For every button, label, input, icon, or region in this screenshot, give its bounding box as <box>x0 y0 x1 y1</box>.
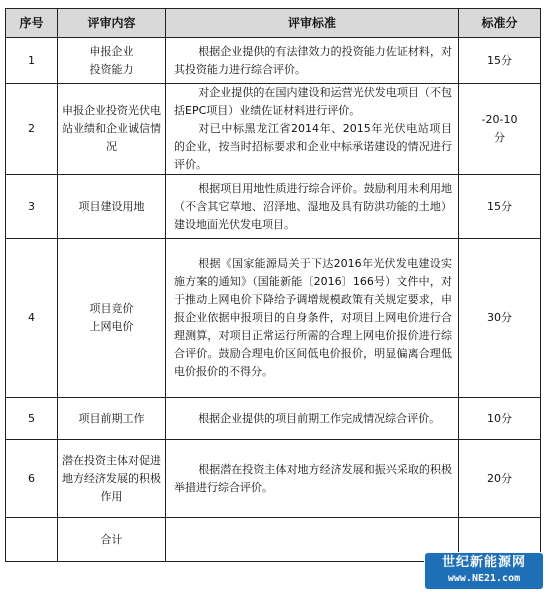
review-content: 项目建设用地 <box>58 175 166 239</box>
standard-paragraph: 根据企业提供的项目前期工作完成情况综合评价。 <box>198 411 441 425</box>
review-content: 潜在投资主体对促进地方经济发展的积极作用 <box>58 440 166 518</box>
standard-score: 30分 <box>459 239 541 398</box>
total-standard <box>166 518 459 562</box>
table-row <box>6 398 541 440</box>
standard-paragraph: 根据潜在投资主体对地方经济发展和振兴采取的积极举措进行综合评价。 <box>174 462 452 494</box>
standard-score: 20分 <box>459 440 541 518</box>
table-row <box>6 38 541 84</box>
standard-score: 10分 <box>459 398 541 440</box>
header-standard: 评审标准 <box>166 9 459 38</box>
table-row <box>6 175 541 239</box>
review-content: 申报企业投资光伏电站业绩和企业诚信情况 <box>58 84 166 175</box>
watermark-url: www.NE21.com <box>447 573 521 584</box>
review-content: 项目前期工作 <box>58 398 166 440</box>
row-number: 5 <box>6 398 58 440</box>
watermark-title: 世纪新能源网 <box>441 555 526 570</box>
review-standard <box>166 84 459 175</box>
evaluation-table <box>5 8 541 562</box>
review-standard <box>166 175 459 239</box>
review-standard <box>166 239 459 398</box>
table-row <box>6 239 541 398</box>
header-content: 评审内容 <box>58 9 166 38</box>
standard-score: 15分 <box>459 38 541 84</box>
standard-paragraph: 根据《国家能源局关于下达2016年光伏发电建设实施方案的通知》（国能新能〔2016〕166号）文件中，对于推动上网电价下降给予调增规模政策有关规定要求，申报企业依据申报项目的自身条件，对项目上网电价进行合理测算，对项目正常运行所需的合理上网电价报价进行综合评价。鼓励合理电价区间低电价报价，明显偏离合理低电价报价的不得分。 <box>174 257 452 378</box>
row-number: 6 <box>6 440 58 518</box>
table-row <box>6 440 541 518</box>
header-score: 标准分 <box>459 9 541 38</box>
total-number <box>6 518 58 562</box>
review-content: 申报企业 投资能力 <box>58 38 166 84</box>
review-standard <box>166 398 459 440</box>
row-number: 2 <box>6 84 58 175</box>
row-number: 1 <box>6 38 58 84</box>
table-row <box>6 84 541 175</box>
standard-paragraph: 根据项目用地性质进行综合评价。鼓励利用未利用地（不含其它草地、沼泽地、湿地及具有防洪功能的土地）建设地面光伏发电项目。 <box>174 181 452 231</box>
standard-paragraph: 根据企业提供的有法律效力的投资能力佐证材料，对其投资能力进行综合评价。 <box>174 44 452 76</box>
total-label: 合计 <box>58 518 166 562</box>
header-row <box>6 9 541 38</box>
row-number: 3 <box>6 175 58 239</box>
standard-paragraph: 对已中标黑龙江省2014年、2015年光伏电站项目的企业，按当时招标要求和企业中标承诺建设的情况进行评价。 <box>174 122 452 171</box>
review-standard <box>166 440 459 518</box>
standard-score: 15分 <box>459 175 541 239</box>
review-content: 项目竞价 上网电价 <box>58 239 166 398</box>
row-number: 4 <box>6 239 58 398</box>
review-standard <box>166 38 459 84</box>
header-no: 序号 <box>6 9 58 38</box>
standard-score: -20-10 分 <box>459 84 541 175</box>
standard-paragraph: 对企业提供的在国内建设和运营光伏发电项目（不包括EPC项目）业绩佐证材料进行评价。 <box>174 86 452 117</box>
site-watermark-logo <box>425 553 543 589</box>
